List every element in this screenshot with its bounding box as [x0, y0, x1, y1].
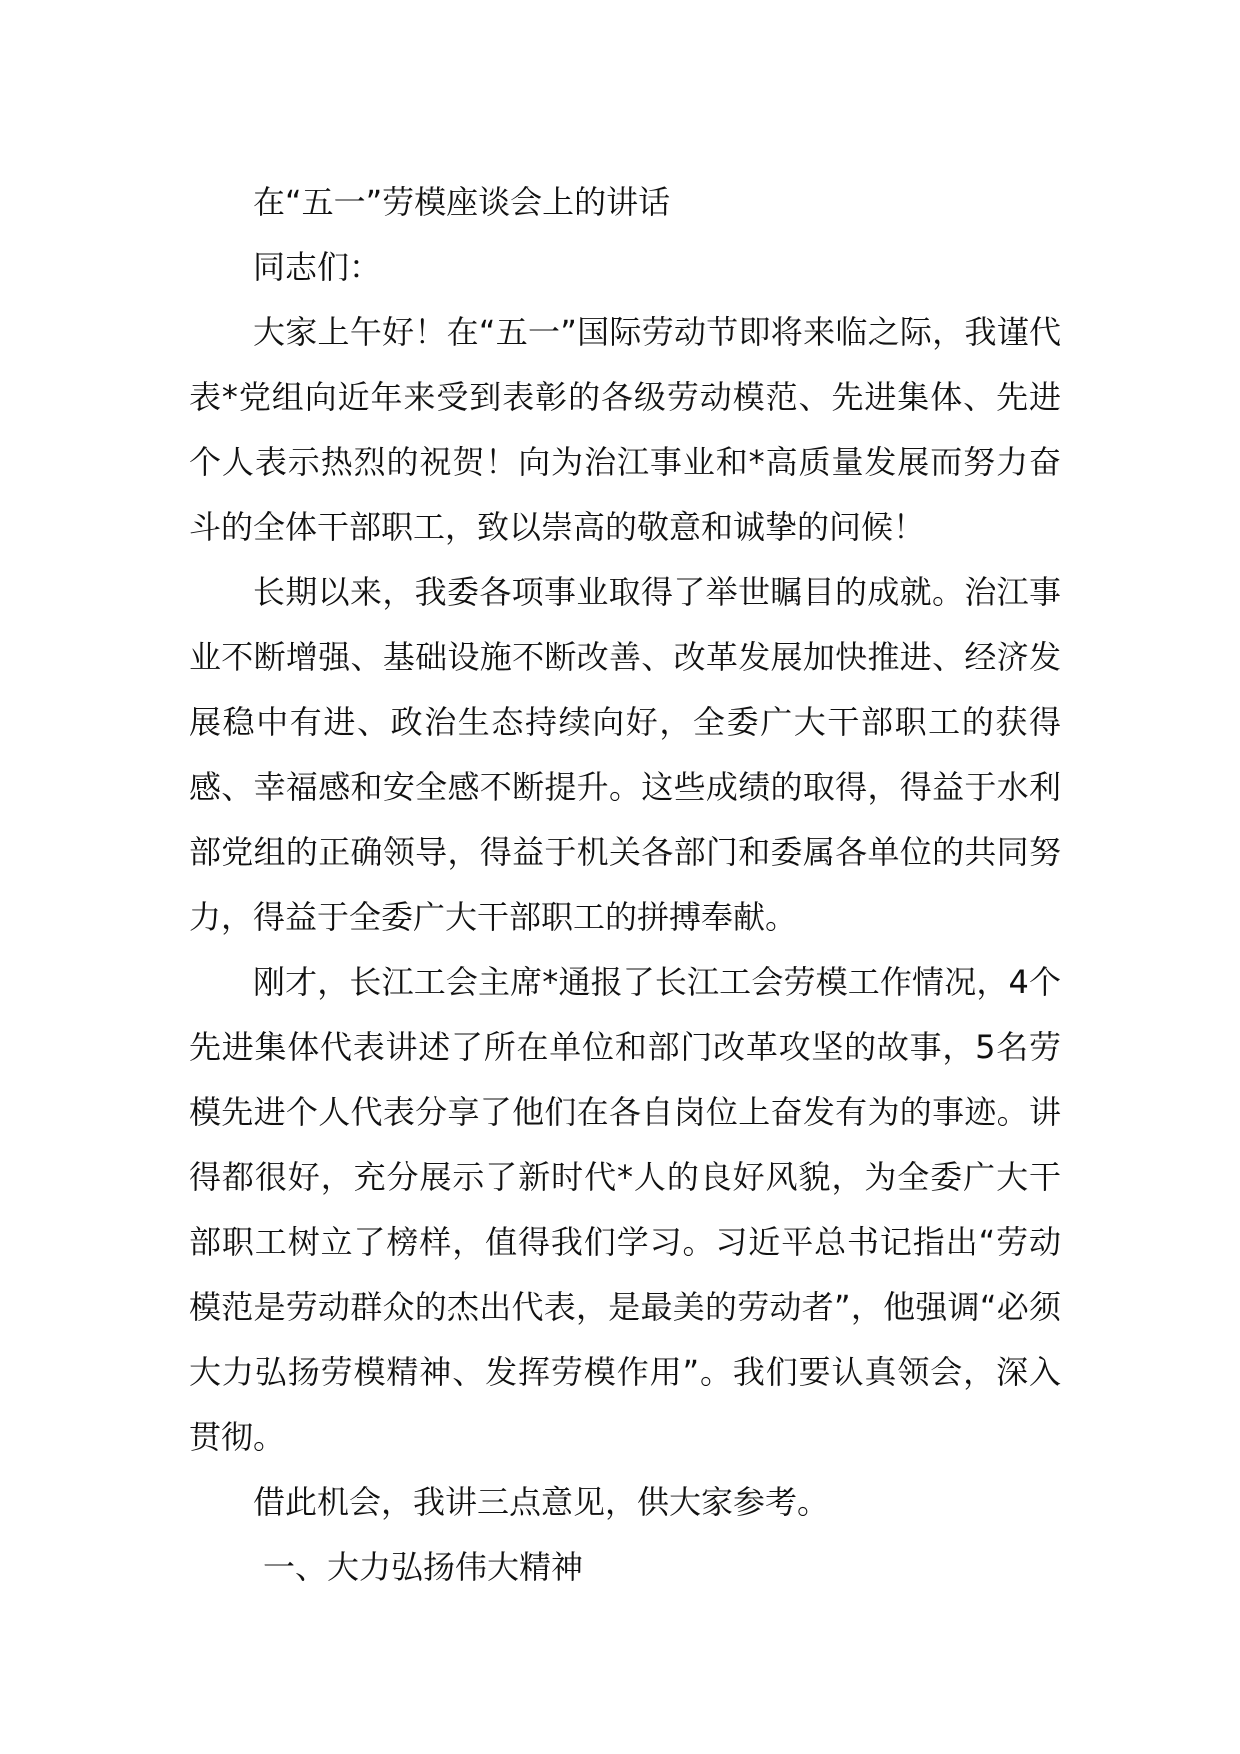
paragraph-achievements: 长期以来，我委各项事业取得了举世瞩目的成就。治江事业不断增强、基础设施不断改善、改革发展加快推进、经济发展稳中有进、政治生态持续向好，全委广大干部职工的获得感、幸福感和安全感不断提升。这些成绩的取得，得益于水利部党组的正确领导，得益于机关各部门和委属各单位的共同努力，得益于全委广大干部职工的拼搏奉献。 [189, 573, 1061, 936]
section-heading: 一、大力弘扬伟大精神 [263, 1548, 584, 1586]
paragraph-greeting: 大家上午好！在“五一”国际劳动节即将来临之际，我谨代表*党组向近年来受到表彰的各级劳动模范、先进集体、先进个人表示热烈的祝贺！向为治江事业和*高质量发展而努力奋斗的全体干部职工，致以崇高的敬意和诚挚的问候！ [189, 313, 1061, 546]
document-body [189, 170, 1061, 1600]
salutation: 同志们： [253, 248, 382, 286]
document-title: 在“五一”劳模座谈会上的讲话 [253, 183, 671, 221]
paragraph-reports: 刚才，长江工会主席*通报了长江工会劳模工作情况，4个先进集体代表讲述了所在单位和部门改革攻坚的故事，5名劳模先进个人代表分享了他们在各自岗位上奋发有为的事迹。讲得都很好，充分展示了新时代*人的良好风貌，为全委广大干部职工树立了榜样，值得我们学习。习近平总书记指出“劳动模范是劳动群众的杰出代表，是最美的劳动者”，他强调“必须大力弘扬劳模精神、发挥劳模作用”。我们要认真领会，深入贯彻。 [189, 963, 1061, 1456]
paragraph-opinions: 借此机会，我讲三点意见，供大家参考。 [253, 1483, 830, 1521]
